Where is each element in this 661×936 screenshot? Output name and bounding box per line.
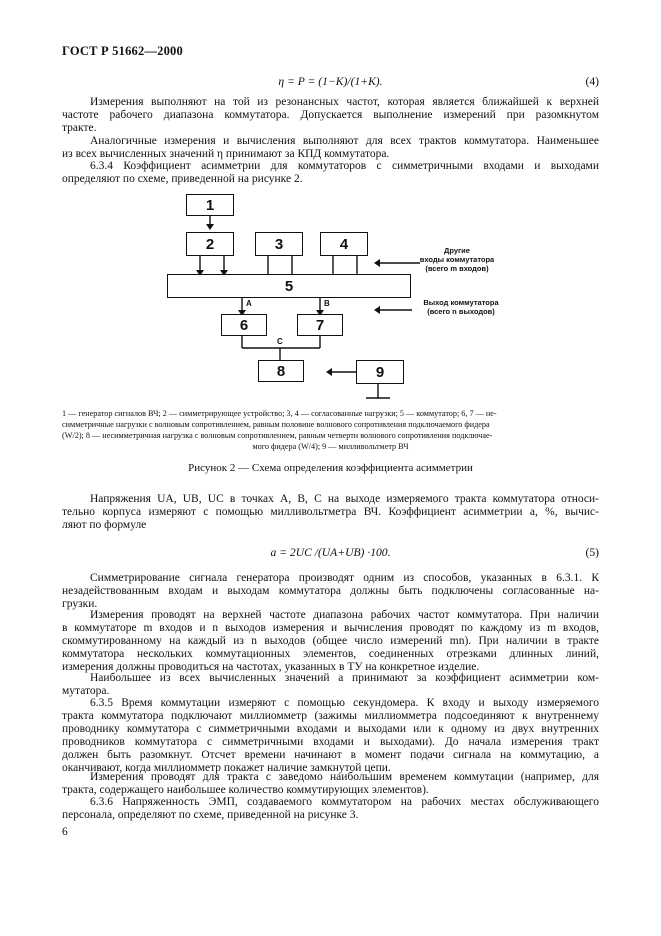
paragraph-max-switch-time: [62, 771, 599, 797]
text-line: должен быть разомкнут. Отсчет времени начинают в момент подачи сигнала на коммутацию, а: [62, 749, 599, 761]
box-8-load: 8: [258, 360, 304, 382]
paragraph-upper-frequency: [62, 609, 599, 674]
paragraph-6-3-5: [62, 697, 599, 775]
paragraph-6-3-6: [62, 796, 599, 822]
text-line: тракте.: [62, 122, 97, 134]
text-line: ляют по формуле: [62, 519, 147, 531]
text-line: грузки.: [62, 598, 98, 610]
box-3-load: 3: [255, 232, 303, 256]
paragraph-voltages: [62, 493, 599, 532]
asymmetry-measurement-diagram: [120, 188, 550, 406]
text-line: определяют по схеме, приведенной на рисунке 2.: [62, 173, 303, 185]
label-other-inputs: [412, 246, 502, 273]
box-4-load: 4: [320, 232, 368, 256]
text-line: из всех вычисленных значений η принимают за КПД коммутатора.: [62, 148, 390, 160]
text-line: 6.3.4 Коэффициент асимметрии для коммутаторов с симметричными входами и выходами: [90, 160, 599, 172]
page-number: 6: [62, 826, 68, 838]
label-switch-output: [406, 298, 516, 316]
text-line: 6.3.6 Напряженность ЭМП, создаваемого коммутатором на рабочих местах обслуживающего: [90, 796, 599, 808]
text-line: скоммутированному на каждый из n выходов (общее число измерений mn). При наличии в тракте: [62, 635, 599, 647]
paragraph-symmetrization: [62, 572, 599, 611]
text-line: в коммутаторе m входов и n выходов измерения и вычисления проводят по каждому из m входов,: [62, 622, 599, 634]
label-line: Выход коммутатора: [423, 298, 499, 307]
text-line: измерения должны проводиться на частотах, указанных в ТУ на конкретное изделие.: [62, 661, 480, 673]
text-line: персонала, определяют по схеме, приведенной на рисунке 3.: [62, 809, 359, 821]
text-line: Наибольшее из всех вычисленных значений a принимают за коэффициент асимметрии ком-: [90, 672, 599, 684]
point-a-label: A: [246, 299, 252, 308]
legend-line: симметричные нагрузки с волновым сопротивлением, равным половине волнового сопротивления подключаемого фидера: [62, 420, 490, 429]
text-line: тракта коммутатора подключают миллиомметр (зажимы миллиомметра подсоединяют к внутреннему: [62, 710, 599, 722]
equation-number: (5): [585, 546, 599, 559]
figure-legend: [62, 408, 599, 452]
label-line: (всего n выходов): [427, 307, 495, 316]
paragraph-efficiency: [62, 135, 599, 161]
figure-caption: Рисунок 2 — Схема определения коэффициента асимметрии: [188, 462, 473, 474]
point-b-label: B: [324, 299, 330, 308]
label-line: входы коммутатора: [419, 255, 495, 264]
text-line: Измерения выполняют на той из резонансных частот, которая является ближайшей к верхней: [90, 96, 599, 108]
text-line: тракта, содержащего наибольшее количество коммутирующих элементов).: [62, 784, 429, 796]
text-line: оканчивают, когда миллиомметр покажет наличие замкнутой цепи.: [62, 762, 391, 774]
box-1-generator: 1: [186, 194, 234, 216]
text-line: Напряжения UA, UB, UC в точках A, B, C на выходе измеряемого тракта коммутатора относи-: [90, 493, 599, 505]
box-7-load: 7: [297, 314, 343, 336]
legend-line: 1 — генератор сигналов ВЧ; 2 — симметрирующее устройство; 3, 4 — согласованные нагрузки; 5 — коммутатор; 6, 7 — не-: [62, 409, 497, 418]
box-5-switch: 5: [167, 274, 411, 298]
text-line: 6.3.5 Время коммутации измеряют с помощью секундомера. К входу и выходу измеряемого: [90, 697, 599, 709]
point-c-label: C: [277, 337, 283, 346]
label-line: Другие: [444, 246, 470, 255]
text-line: Аналогичные измерения и вычисления выполняют для всех трактов коммутатора. Наименьшее: [90, 135, 599, 147]
box-9-millivoltmeter: 9: [356, 360, 404, 384]
text-line: незадействованным входам и выходам коммутатора должны быть подключены согласованные на-: [62, 585, 599, 597]
equation-formula: a = 2UC /(UA+UB) ·100.: [270, 546, 391, 559]
document-header: ГОСТ Р 51662—2000: [62, 44, 183, 58]
legend-line: мого фидера (W/4); 9 — милливольтметр ВЧ: [252, 442, 409, 451]
text-line: проводнику коммутатора с симметричными входами и выходами или к одному из двух внутренних: [62, 723, 599, 735]
box-6-load: 6: [221, 314, 267, 336]
equation-5: [62, 546, 599, 560]
label-line: (всего m входов): [425, 264, 489, 273]
text-line: тельно корпуса измеряют с помощью милливольтметра ВЧ. Коэффициент асимметрии a, %, вычис-: [62, 506, 599, 518]
paragraph-max-asymmetry: [62, 672, 599, 698]
equation-formula: η = P = (1−K)/(1+K).: [278, 75, 383, 88]
equation-4: [62, 75, 599, 89]
text-line: Симметрирование сигнала генератора производят одним из способов, указанных в 6.3.1. К: [90, 572, 599, 584]
paragraph-6-3-4: [62, 160, 599, 186]
legend-line: (W/2); 8 — несимметричная нагрузка с волновым сопротивлением, равным четверти волнового сопротивления подключае-: [62, 431, 493, 440]
paragraph-resonance: [62, 96, 599, 135]
text-line: проводников коммутатора с симметричными входами и выходами). До начала измерения тракт: [62, 736, 599, 748]
text-line: Измерения проводят на верхней частоте диапазона рабочих частот коммутатора. При наличии: [90, 609, 599, 621]
text-line: Измерения проводят для тракта с заведомо наибольшим временем коммутации (например, для: [90, 771, 599, 783]
box-2-balun: 2: [186, 232, 234, 256]
equation-number: (4): [585, 75, 599, 88]
text-line: мутатора.: [62, 685, 110, 697]
text-line: коммутатора нескольких коммутационных элементов, соединенных отрезками длинных линий,: [62, 648, 599, 660]
text-line: частоте рабочего диапазона коммутатора. Допускается выполнение измерений при разомкнутом: [62, 109, 599, 121]
